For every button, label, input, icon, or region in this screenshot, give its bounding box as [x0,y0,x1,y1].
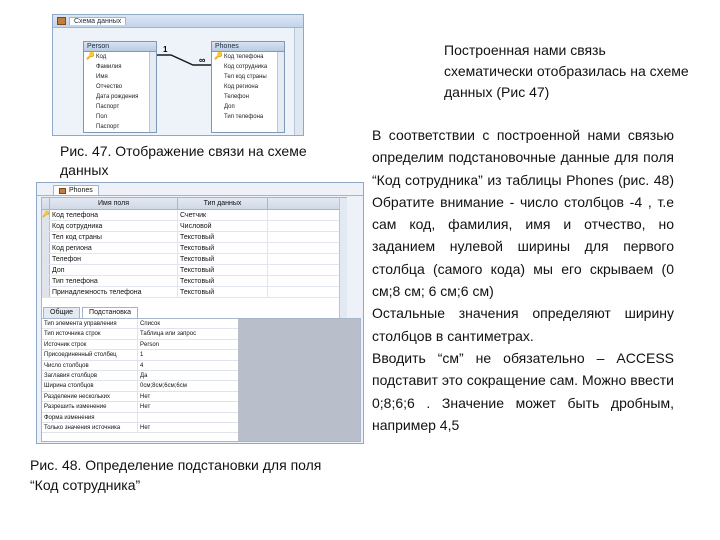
field-name-cell[interactable]: Принадлежность телефона [50,287,178,297]
phones-table-title: Phones [212,42,284,52]
description-cell[interactable] [268,210,346,220]
person-field: Фамилия [96,64,122,70]
property-value[interactable]: Person [140,341,160,348]
relation-one-label: 1 [163,45,168,54]
primary-key-icon: 🔑 [214,53,223,60]
property-value[interactable]: Нет [140,393,151,400]
field-row[interactable] [42,243,346,254]
data-type-cell[interactable]: Текстовый [178,254,268,264]
row-selector[interactable] [42,243,50,253]
row-selector[interactable] [42,254,50,264]
row-selector[interactable] [42,232,50,242]
property-row[interactable] [42,381,238,391]
body-text [372,124,674,436]
row-selector[interactable] [42,287,50,297]
property-value[interactable]: 0см;8см;6см;6см [140,383,187,390]
field-name-cell[interactable]: Тип телефона [50,276,178,286]
property-row[interactable] [42,319,238,329]
table-icon [59,188,66,194]
property-value[interactable]: 1 [140,352,144,359]
body-paragraph: Вводить “см” не обязательно – ACCESS подставит это сокращение сам. Можно ввести 0;8;6;6 . Значение может быть дробным, например 4,5 [372,349,674,433]
primary-key-icon: 🔑 [86,53,95,60]
property-name: Разделение нескольких [42,392,138,401]
field-name-cell[interactable]: Телефон [50,254,178,264]
person-table-title: Person [84,42,156,52]
property-row[interactable] [42,361,238,371]
field-name-cell[interactable]: Код региона [50,243,178,253]
row-selector[interactable] [42,276,50,286]
tab-phones-label: Phones [69,187,93,194]
property-value[interactable]: Нет [140,404,151,411]
body-paragraph: В соответствии с построенной нами связью определим подстановочные данные для поля “Код сотрудника” из таблицы Phones (рис. 48) Обратите внимание - число столбцов -4 , т.е сам код, фамилия, имя и отчество, но заданием нулевой ширины для первого столбца (самого кода) мы его скрываем (0 см;8 см; 6 см;6 см) [372,127,674,300]
data-type-cell[interactable]: Текстовый [178,232,268,242]
row-selector-header [42,198,50,209]
description-cell[interactable] [268,287,346,297]
relation-many-label: ∞ [199,55,206,65]
property-name: Тип источника строк [42,329,138,338]
field-row[interactable] [42,287,346,298]
property-row[interactable] [42,402,238,412]
primary-key-icon[interactable]: 🔑 [42,212,50,218]
lead-paragraph: Построенная нами связь схематически отобразилась на схеме данных (Рис 47) [444,42,689,100]
row-selector[interactable] [42,265,50,275]
field-name-cell[interactable]: Код телефона [50,210,178,220]
person-field: Паспорт [96,124,120,130]
data-type-cell[interactable]: Текстовый [178,287,268,297]
field-row[interactable] [42,276,346,287]
body-paragraph: Остальные значения определяют ширину столбцов в сантиметрах. [372,305,674,344]
grid-scrollbar[interactable] [339,198,347,320]
field-name-cell[interactable]: Код сотрудника [50,221,178,231]
property-name: Заглавия столбцов [42,371,138,380]
schema-window-title: Схема данных [69,17,126,25]
property-row[interactable] [42,350,238,360]
field-properties-panel [41,318,361,442]
relationship-line[interactable] [53,15,304,136]
description-cell[interactable] [268,254,346,264]
description-cell[interactable] [268,221,346,231]
data-type-cell[interactable]: Счетчик [178,210,268,220]
property-help-area [238,319,360,441]
property-row[interactable] [42,392,238,402]
property-row[interactable] [42,329,238,339]
person-field: Паспорт [96,104,120,110]
data-type-cell[interactable]: Текстовый [178,243,268,253]
property-value[interactable]: 4 [140,362,144,369]
phones-field: Доп [224,104,235,110]
data-type-cell[interactable]: Текстовый [178,276,268,286]
person-field: Дата рождения [96,94,139,100]
property-name: Источник строк [42,340,138,349]
field-row[interactable] [42,221,346,232]
property-name: Ширина столбцов [42,381,138,390]
field-design-grid [41,197,347,321]
description-cell[interactable] [268,276,346,286]
figure-47-caption: Рис. 47. Отображение связи на схеме данных [60,143,307,178]
property-value[interactable]: Нет [140,424,151,431]
phones-field: Код региона [224,84,259,90]
figure-48-caption: Рис. 48. Определение подстановки для поля “Код сотрудника” [30,457,322,493]
property-row[interactable] [42,423,238,433]
description-cell[interactable] [268,232,346,242]
tab-general[interactable]: Общие [43,307,80,318]
grid-header [42,198,346,210]
tab-strip-divider [37,195,363,196]
table-design-screenshot [36,182,364,444]
tab-lookup[interactable]: Подстановка [82,307,138,318]
field-row[interactable] [42,265,346,276]
property-row[interactable] [42,340,238,350]
property-name: Тип элемента управления [42,319,138,328]
person-field: Имя [96,74,108,80]
property-row[interactable] [42,413,238,423]
property-value[interactable]: Таблица или запрос [140,331,197,338]
description-cell[interactable] [268,265,346,275]
phones-field: Тел код страны [224,74,267,80]
property-value[interactable]: Список [140,321,160,327]
phones-field: Телефон [224,94,249,100]
field-row[interactable] [42,232,346,243]
property-name: Только значения источника [42,423,138,432]
relationship-schema-screenshot [52,14,304,136]
row-selector[interactable] [42,221,50,231]
phones-field: Тип телефона [224,114,264,120]
property-row[interactable] [42,371,238,381]
field-name-cell[interactable]: Доп [50,265,178,275]
person-field: Отчество [96,84,123,90]
person-field: Пол [96,114,108,120]
field-name-cell[interactable]: Тел код страны [50,232,178,242]
property-name: Присоединенный столбец [42,350,138,359]
phones-field: Код сотрудника [224,64,268,70]
column-header-field-name: Имя поля [50,198,178,209]
data-type-cell[interactable]: Текстовый [178,265,268,275]
property-name: Разрешить изменение [42,402,138,411]
person-field: 🔑 Код [86,53,107,60]
property-tabs [43,307,138,318]
property-name: Форма изменения [42,413,138,422]
data-type-cell[interactable]: Числовой [178,221,268,231]
field-row[interactable] [42,210,346,221]
column-header-description [268,198,346,209]
property-value[interactable] [138,413,238,422]
phones-field: 🔑 Код телефона [214,53,264,60]
field-row[interactable] [42,254,346,265]
column-header-data-type: Тип данных [178,198,268,209]
property-name: Число столбцов [42,361,138,370]
property-value[interactable]: Да [140,372,148,379]
description-cell[interactable] [268,243,346,253]
